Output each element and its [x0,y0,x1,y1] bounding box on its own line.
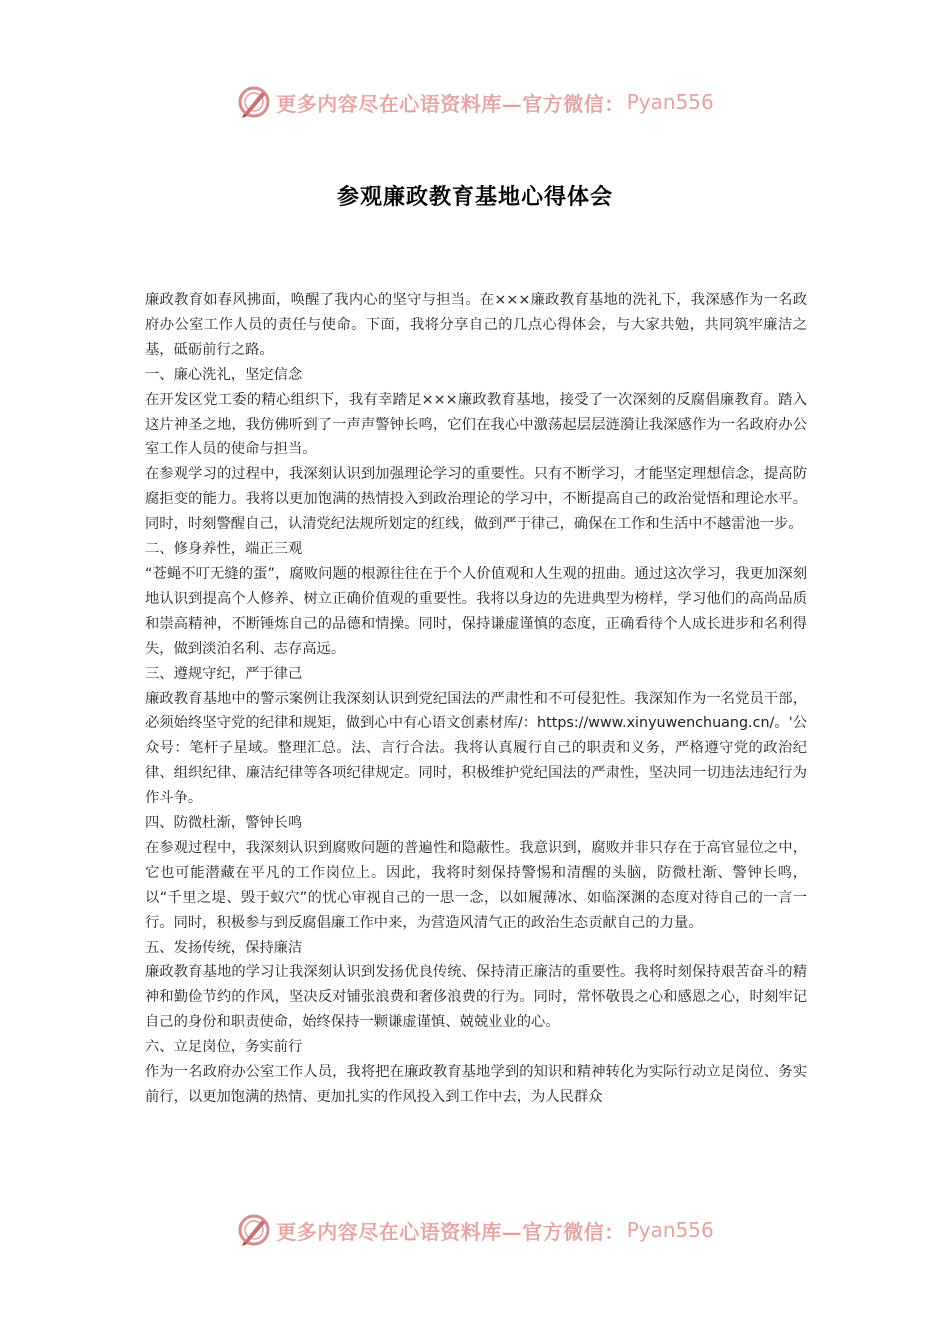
header-watermark-banner [0,82,950,122]
paragraph: “苍蝇不叮无缝的蛋”，腐败问题的根源往往在于个人价值观和人生观的扭曲。通过这次学习，我更加深刻地认识到提高个人修养、树立正确价值观的重要性。我将以身边的先进典型为榜样，学习他们的高尚品质和崇高精神，不断锤炼自己的品德和情操。同时，保持谦虚谨慎的态度，正确看待个人成长进步和名利得失，做到淡泊名利、志存高远。 [145,565,807,657]
section-heading-2: 二、修身养性，端正三观 [145,541,303,558]
section-heading-3: 三、遵规守纪，严于律己 [145,665,303,682]
pen-logo-icon [236,84,272,120]
footer-watermark-banner [0,1210,950,1250]
paragraph: 在参观过程中，我深刻认识到腐败问题的普遍性和隐蔽性。我意识到，腐败并非只存在于高官显位之中，它也可能潜藏在平凡的工作岗位上。因此，我将时刻保持警惕和清醒的头脑，防微杜渐、警钟长鸣，以“千里之堤、毁于蚁穴”的忧心审视自己的一思一念，以如履薄冰、如临深渊的态度对待自己的一言一行。同时，积极参与到反腐倡廉工作中来，为营造风清气正的政治生态贡献自己的力量。 [145,839,807,931]
document-title: 参观廉政教育基地心得体会 [336,184,613,210]
document-body [145,288,807,1110]
paragraph: 廉政教育基地的学习让我深刻认识到发扬优良传统、保持清正廉洁的重要性。我将时刻保持艰苦奋斗的精神和勤俭节约的作风，坚决反对铺张浪费和奢侈浪费的行为。同时，常怀敬畏之心和感恩之心，时刻牢记自己的身份和职责使命，始终保持一颗谦虚谨慎、兢兢业业的心。 [145,964,807,1031]
section-heading-6: 六、立足岗位，务实前行 [145,1039,303,1056]
paragraph: 在开发区党工委的精心组织下，我有幸踏足×××廉政教育基地，接受了一次深刻的反腐倡廉教育。踏入这片神圣之地，我仿佛听到了一声声警钟长鸣，它们在我心中激荡起层层涟漪让我深感作为一名政府办公室工作人员的使命与担当。 [145,391,807,458]
pen-logo-icon [236,1212,272,1248]
banner-brand: Pyan556 [626,90,714,114]
paragraph: 在参观学习的过程中，我深刻认识到加强理论学习的重要性。只有不断学习，才能坚定理想信念，提高防腐拒变的能力。我将以更加饱满的热情投入到政治理论的学习中，不断提高自己的政治觉悟和理论水平。同时，时刻警醒自己，认清党纪法规所划定的红线，做到严于律己，确保在工作和生活中不越雷池一步。 [145,466,807,533]
paragraph-intro: 廉政教育如春风拂面，唤醒了我内心的坚守与担当。在×××廉政教育基地的洗礼下，我深感作为一名政府办公室工作人员的责任与使命。下面，我将分享自己的几点心得体会，与大家共勉，共同筑牢廉洁之基，砥砺前行之路。 [145,292,807,358]
section-heading-1: 一、廉心洗礼，坚定信念 [145,366,303,383]
banner-brand: Pyan556 [626,1218,714,1242]
section-heading-4: 四、防微杜渐，警钟长鸣 [145,815,303,832]
banner-text: 更多内容尽在心语资料库—官方微信： [276,91,625,116]
banner-text: 更多内容尽在心语资料库—官方微信： [276,1219,625,1244]
paragraph: 作为一名政府办公室工作人员，我将把在廉政教育基地学到的知识和精神转化为实际行动立足岗位、务实前行，以更加饱满的热情、更加扎实的作风投入到工作中去，为人民群众 [145,1064,807,1105]
section-heading-5: 五、发扬传统，保持廉洁 [145,939,303,956]
paragraph: 廉政教育基地中的警示案例让我深刻认识到党纪国法的严肃性和不可侵犯性。我深知作为一名党员干部，必须始终坚守党的纪律和规矩，做到心中有心语文创素材库/：https://www.xinyuwenchuang.cn/。'公众号：笔杆子星域。整理汇总。法、言行合法。我将认真履行自己的职责和义务，严格遵守党的政治纪律、组织纪律、廉洁纪律等各项纪律规定。同时，积极维护党纪国法的严肃性，坚决同一切违法违纪行为作斗争。 [145,690,807,807]
